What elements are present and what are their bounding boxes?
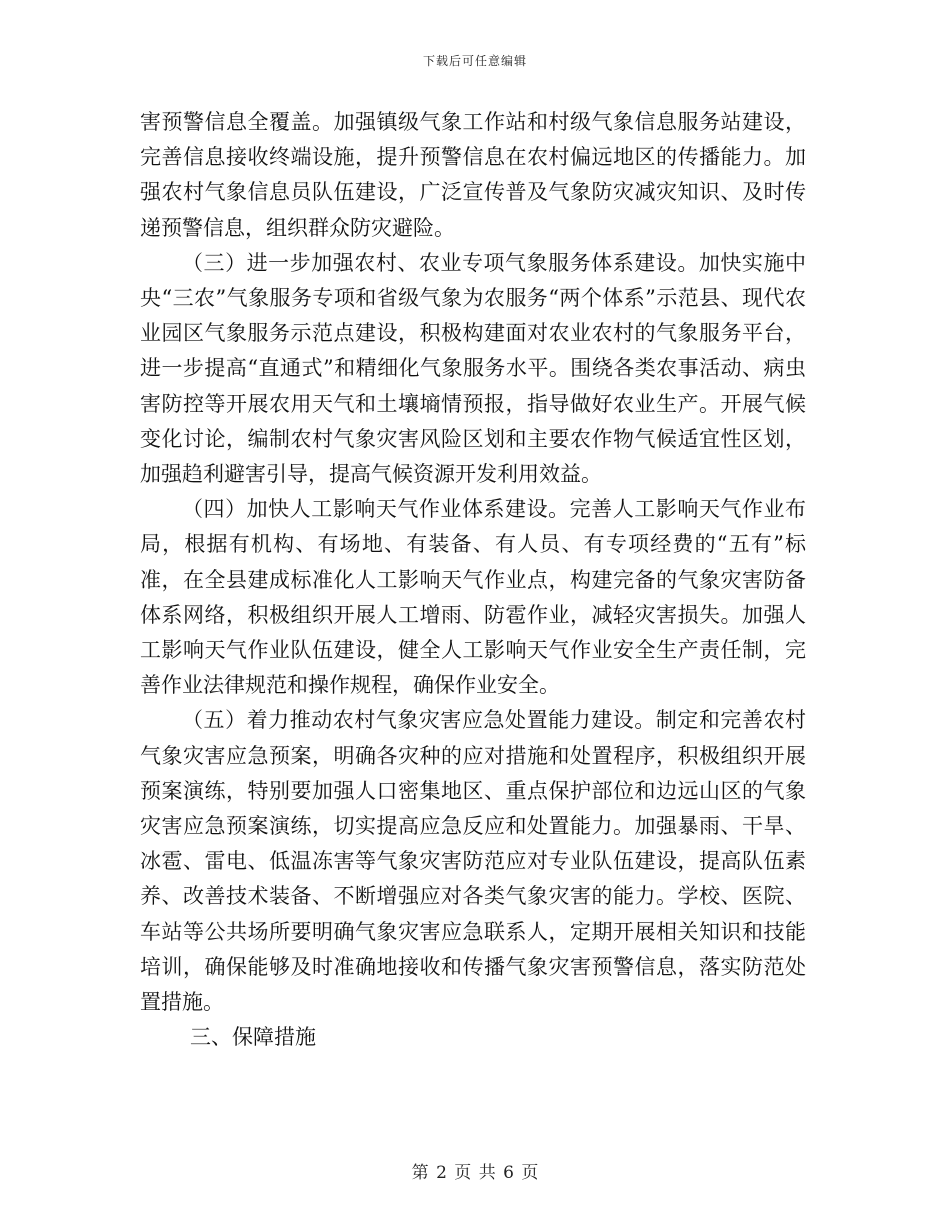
paragraph-section-5: （五）着力推动农村气象灾害应急处置能力建设。制定和完善农村气象灾害应急预案，明确各灾种的应对措施和处置程序，积极组织开展预案演练，特别要加强人口密集地区、重点保护部位和边远山区的气象灾害应急预案演练，切实提高应急反应和处置能力。加强暴雨、干旱、冰雹、雷电、低温冻害等气象灾害防范应对专业队伍建设，提高队伍素养、改善技术装备、不断增强应对各类气象灾害的能力。学校、医院、车站等公共场所要明确气象灾害应急联系人，定期开展相关知识和技能培训，确保能够及时准确地接收和传播气象灾害预警信息，落实防范处置措施。 bbox=[140, 708, 806, 1015]
paragraph-section-4: （四）加快人工影响天气作业体系建设。完善人工影响天气作业布局，根据有机构、有场地、有装备、有人员、有专项经费的“五有”标准，在全县建成标准化人工影响天气作业点，构建完备的气象灾害防备体系网络，积极组织开展人工增雨、防雹作业，减轻灾害损失。加强人工影响天气作业队伍建设，健全人工影响天气作业安全生产责任制，完善作业法律规范和操作规程，确保作业安全。 bbox=[140, 497, 806, 698]
paragraph-section-3: （三）进一步加强农村、农业专项气象服务体系建设。加快实施中央“三农”气象服务专项和省级气象为农服务“两个体系”示范县、现代农业园区气象服务示范点建设，积极构建面对农业农村的气象服务平台，进一步提高“直通式”和精细化气象服务水平。围绕各类农事活动、病虫害防控等开展农用天气和土壤墒情预报，指导做好农业生产。开展气候变化讨论，编制农村气象灾害风险区划和主要农作物气候适宜性区划，加强趋利避害引导，提高气候资源开发利用效益。 bbox=[140, 250, 806, 487]
document-body bbox=[140, 105, 806, 1055]
page-header: 下载后可任意编辑 bbox=[422, 54, 527, 68]
paragraph-continuation: 害预警信息全覆盖。加强镇级气象工作站和村级气象信息服务站建设，完善信息接收终端设施，提升预警信息在农村偏远地区的传播能力。加强农村气象信息员队伍建设，广泛宣传普及气象防灾减灾知识、及时传递预警信息，组织群众防灾避险。 bbox=[140, 110, 806, 240]
section-heading-safeguards: 三、保障措施 bbox=[190, 1025, 316, 1050]
page-number-footer: 第 2 页 共 6 页 bbox=[411, 1163, 539, 1183]
